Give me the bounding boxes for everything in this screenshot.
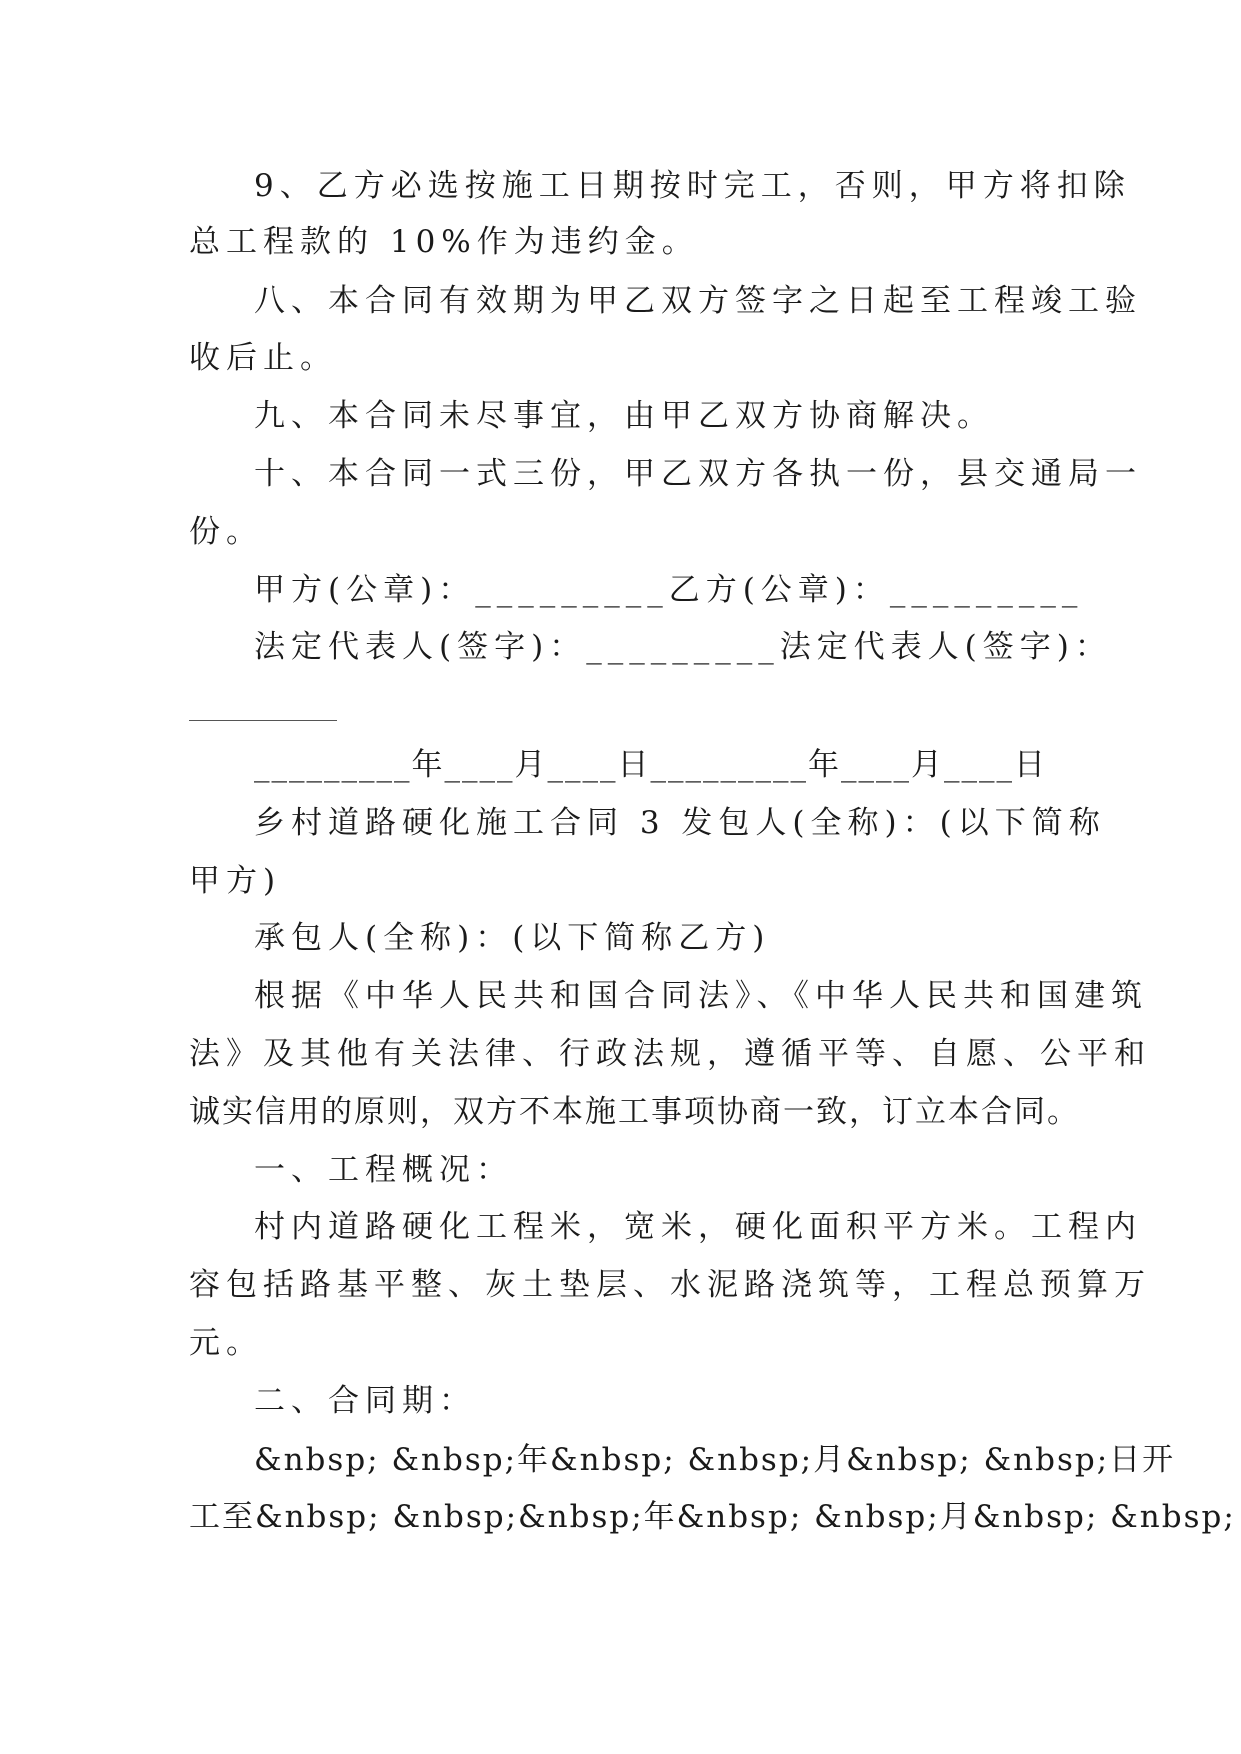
signature-blank-underline — [189, 720, 337, 721]
text-line: 一、工程概况： — [254, 1152, 513, 1188]
text-line: 诚实信用的原则，双方不本施工事项协商一致，订立本合同。 — [189, 1094, 1080, 1130]
text-line: 村内道路硬化工程米，宽米，硬化面积平方米。工程内 — [254, 1209, 1142, 1245]
text-line: 收后止。 — [189, 340, 337, 376]
text-line: 份。 — [189, 514, 263, 550]
text-line: 承包人(全称)：(以下简称乙方) — [254, 920, 771, 956]
text-line: 十、本合同一式三份，甲乙双方各执一份，县交通局一 — [254, 456, 1142, 492]
text-line: 法》及其他有关法律、行政法规，遵循平等、自愿、公平和 — [189, 1036, 1151, 1072]
text-line: &nbsp; &nbsp;年&nbsp; &nbsp;月&nbsp; &nbsp;日开 — [254, 1442, 1176, 1478]
text-line: 九、本合同未尽事宜，由甲乙双方协商解决。 — [254, 398, 994, 434]
text-line: 二、合同期： — [254, 1383, 476, 1419]
text-line: 根据《中华人民共和国合同法》、《中华人民共和国建筑 — [254, 978, 1148, 1014]
date-line: _________年____月____日_________年____月____日 — [254, 747, 1047, 783]
text-line: 甲方) — [189, 863, 282, 899]
text-line: 元。 — [189, 1325, 263, 1361]
text-line: 八、本合同有效期为甲乙双方签字之日起至工程竣工验 — [254, 283, 1142, 319]
text-line: 总工程款的 10%作为违约金。 — [189, 224, 699, 260]
text-line: 容包括路基平整、灰土垫层、水泥路浇筑等，工程总预算万 — [189, 1267, 1151, 1303]
text-line: 9、乙方必选按施工日期按时完工，否则，甲方将扣除 — [254, 168, 1131, 204]
signature-line-representative: 法定代表人(签字)：_________法定代表人(签字)： — [254, 629, 1112, 665]
section-title-line: 乡村道路硬化施工合同 3 发包人(全称)：(以下简称 — [254, 805, 1106, 841]
text-line: 工至&nbsp; &nbsp;&nbsp;年&nbsp; &nbsp;月&nbsp; &nbsp; — [189, 1499, 1236, 1535]
signature-line-seal: 甲方(公章)：_________乙方(公章)：_________ — [254, 572, 1084, 608]
